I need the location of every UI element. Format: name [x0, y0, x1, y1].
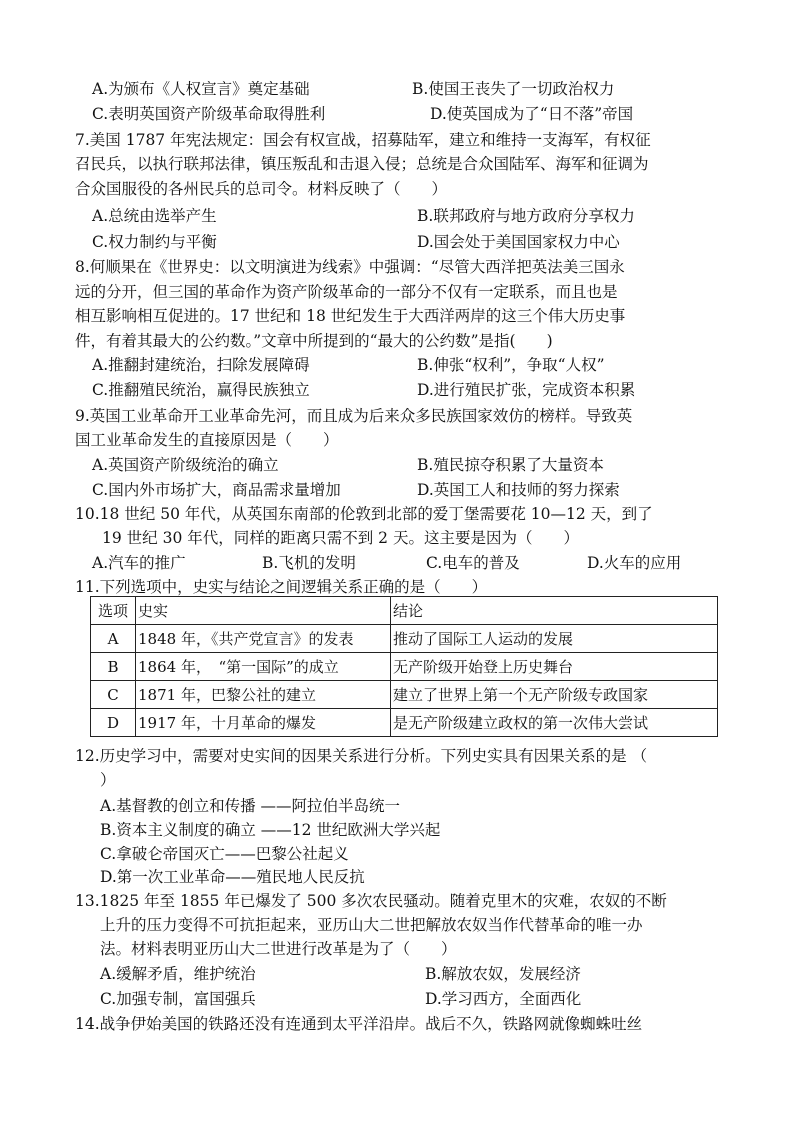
q12-stem-line: ）: [100, 771, 116, 789]
q12-option-b: B.资本主义制度的确立 ——12 世纪欧洲大学兴起: [100, 821, 441, 839]
table-row: [91, 681, 718, 709]
q12-stem-line: 12.历史学习中，需要对史实间的因果关系进行分析。下列史实具有因果关系的是 （: [75, 747, 648, 765]
q13-option-b: B.解放农奴，发展经济: [425, 965, 581, 983]
q8-option-b: B.伸张“权利”，争取“人权”: [417, 356, 605, 374]
table-header-cell: 结论: [391, 597, 718, 625]
q6-option-c: C.表明英国资产阶级革命取得胜利: [92, 105, 326, 123]
q7-stem-line: 召民兵，以执行联邦法律，镇压叛乱和击退入侵；总统是合众国陆军、海军和征调为: [75, 155, 649, 173]
q12-option-a: A.基督教的创立和传播 ——阿拉伯半岛统一: [100, 797, 401, 815]
q9-option-b: B.殖民掠夺积累了大量资本: [417, 456, 604, 474]
q13-stem-line: 法。材料表明亚历山大二世进行改革是为了（ ）: [100, 940, 457, 958]
q11-stem: 11.下列选项中，史实与结论之间逻辑关系正确的是（ ）: [75, 578, 488, 596]
q9-stem-line: 9.英国工业革命开工业革命先河，而且成为后来众多民族国家效仿的榜样。导致英: [75, 407, 633, 425]
q12-option-d: D.第一次工业革命——殖民地人民反抗: [100, 868, 365, 886]
q7-stem-line: 合众国服役的各州民兵的总司令。材料反映了（ ）: [75, 180, 448, 198]
q7-option-a: A.总统由选举产生: [92, 207, 217, 225]
table-header-cell: 史实: [136, 597, 391, 625]
q9-option-c: C.国内外市场扩大，商品需求量增加: [92, 481, 341, 499]
q10-stem-line: 19 世纪 30 年代，同样的距离只需不到 2 天。这主要是因为（ ）: [102, 529, 579, 547]
q6-option-b: B.使国王丧失了一切政治权力: [412, 80, 615, 98]
q8-stem-line: 8.何顺果在《世界史：以文明演进为线索》中强调：“尽管大西洋把英法美三国永: [75, 258, 625, 276]
table-cell: D: [91, 709, 136, 737]
q6-option-a: A.为颁布《人权宣言》奠定基础: [92, 80, 310, 98]
table-cell: 1871 年，巴黎公社的建立: [136, 681, 391, 709]
table-row: [91, 709, 718, 737]
table-cell: C: [91, 681, 136, 709]
q8-stem-line: 相互影响相互促进的。17 世纪和 18 世纪发生于大西洋两岸的这三个伟大历史事: [75, 307, 626, 325]
q6-option-d: D.使英国成为了“日不落”帝国: [430, 105, 634, 123]
q14-stem-line: 14.战争伊始美国的铁路还没有连通到太平洋沿岸。战后不久，铁路网就像蜘蛛吐丝: [75, 1015, 643, 1033]
q13-stem-line: 13.1825 年至 1855 年已爆发了 500 多次农民骚动。随着克里木的灾难，农奴的不断: [75, 892, 667, 910]
q11-table: [90, 596, 718, 737]
table-header-row: [91, 597, 718, 625]
q10-option-d: D.火车的应用: [587, 554, 682, 572]
table-cell: 无产阶级开始登上历史舞台: [391, 653, 718, 681]
q13-option-d: D.学习西方，全面西化: [425, 990, 582, 1008]
q8-stem-line: 远的分开，但三国的革命作为资产阶级革命的一部分不仅有一定联系，而且也是: [75, 283, 618, 301]
q12-option-c: C.拿破仑帝国灭亡——巴黎公社起义: [100, 845, 349, 863]
table-cell: 1864 年， “第一国际”的成立: [136, 653, 391, 681]
q10-option-b: B.飞机的发明: [262, 554, 356, 572]
q13-option-a: A.缓解矛盾，维护统治: [100, 965, 256, 983]
table-cell: A: [91, 625, 136, 653]
q8-option-d: D.进行殖民扩张，完成资本积累: [417, 381, 636, 399]
q13-option-c: C.加强专制，富国强兵: [100, 990, 256, 1008]
table-header-cell: 选项: [91, 597, 136, 625]
table-cell: 1848 年，《共产党宣言》的发表: [136, 625, 391, 653]
table-cell: 建立了世界上第一个无产阶级专政国家: [391, 681, 718, 709]
q7-stem-line: 7.美国 1787 年宪法规定：国会有权宣战，招募陆军，建立和维持一支海军，有权征: [75, 131, 651, 149]
q10-stem-line: 10.18 世纪 50 年代，从英国东南部的伦敦到北部的爱丁堡需要花 10—12 天，到了: [75, 505, 653, 523]
q7-option-d: D.国会处于美国国家权力中心: [417, 233, 620, 251]
q7-option-c: C.权力制约与平衡: [92, 233, 217, 251]
table-row: [91, 625, 718, 653]
q10-option-a: A.汽车的推广: [92, 554, 186, 572]
table-cell: 1917 年，十月革命的爆发: [136, 709, 391, 737]
q9-option-a: A.英国资产阶级统治的确立: [92, 456, 279, 474]
table-row: [91, 653, 718, 681]
q8-option-c: C.推翻殖民统治，赢得民族独立: [92, 381, 310, 399]
q13-stem-line: 上升的压力变得不可抗拒起来，亚历山大二世把解放农奴当作代替革命的唯一办: [100, 916, 643, 934]
q8-stem-line: 件，有着其最大的公约数。”文章中所提到的“最大的公约数”是指( ): [75, 332, 553, 350]
table-cell: 是无产阶级建立政权的第一次伟大尝试: [391, 709, 718, 737]
q10-option-c: C.电车的普及: [426, 554, 520, 572]
q8-option-a: A.推翻封建统治，扫除发展障碍: [92, 356, 310, 374]
q9-stem-line: 国工业革命发生的直接原因是（ ）: [75, 431, 339, 449]
table-cell: B: [91, 653, 136, 681]
table-cell: 推动了国际工人运动的发展: [391, 625, 718, 653]
q7-option-b: B.联邦政府与地方政府分享权力: [417, 207, 635, 225]
q9-option-d: D.英国工人和技师的努力探索: [417, 481, 620, 499]
